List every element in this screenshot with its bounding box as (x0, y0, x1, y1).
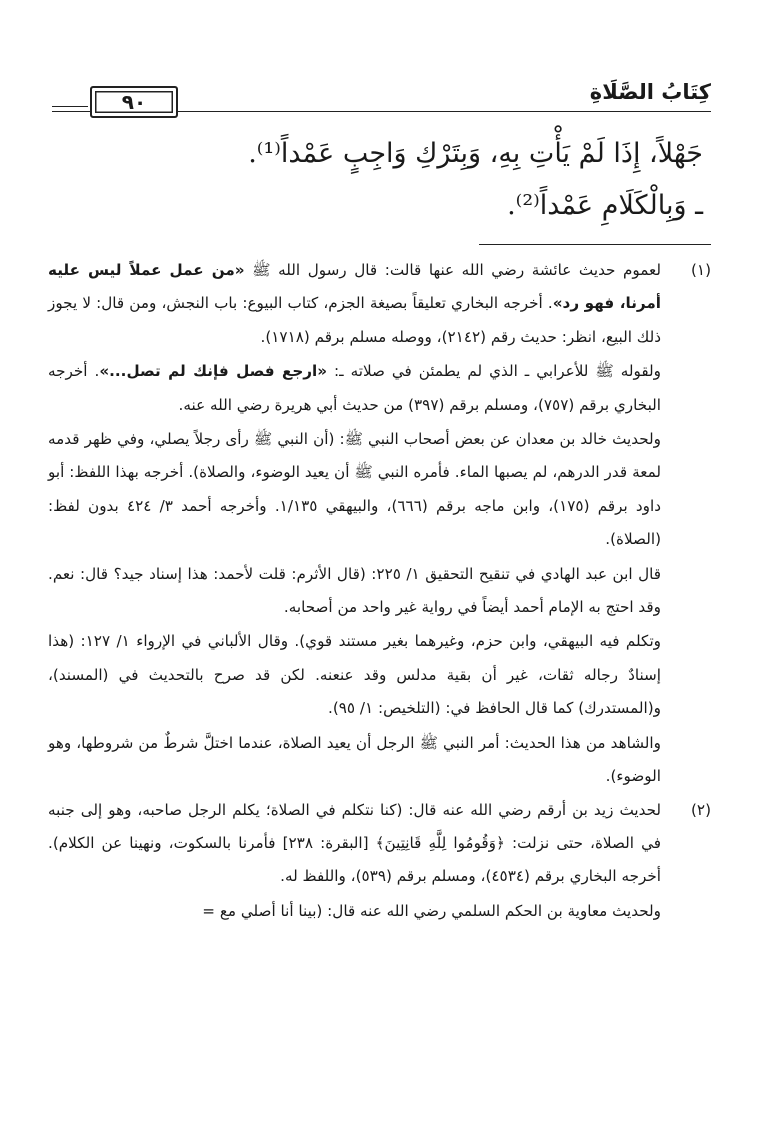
footnote-text: والشاهد من هذا الحديث: أمر النبي ﷺ الرجل أن يعيد الصلاة، عندما اختلَّ شرطٌ من شروطها، وهو الوضوء). (48, 733, 661, 786)
footnote-text: ولحديث خالد بن معدان عن بعض أصحاب النبي ﷺ: (أن النبي ﷺ رأى رجلاً يصلي، وفي ظهر قدمه لمعة قدر الدرهم، لم يصبها الماء. فأمره النبي ﷺ أن يعيد الوضوء، والصلاة). أخرجه بهذا اللفظ: أبو داود برقم (١٧٥)، وابن ماجه برقم (٦٦٦)، والبيهقي ١/١٣٥. وأخرجه أحمد ٣/ ٤٢٤ بدون لفظ: (الصلاة). (48, 430, 661, 549)
footnote-number: (١) (690, 261, 711, 279)
footnote (48, 254, 711, 794)
main-text (60, 128, 703, 232)
footnote-text: لحديث زيد بن أرقم رضي الله عنه قال: (كنا نتكلم في الصلاة؛ يكلم الرجل صاحبه، وهو إلى جنبه في الصلاة، حتى نزلت: ﴿وَقُومُوا لِلَّهِ قَانِتِينَ﴾ [البقرة: ٢٣٨] فأمرنا بالسكوت، ونهينا عن الكلام). أخرجه البخاري برقم (٤٥٣٤)، ومسلم برقم (٥٣٩)، واللفظ له. (48, 800, 662, 886)
footnote-text: ولقوله ﷺ للأعرابي ـ الذي لم يطمئن في صلاته ـ: (327, 362, 661, 381)
ornament-line (52, 106, 88, 107)
footnote-separator (479, 244, 711, 245)
footnote-number: (٢) (690, 800, 711, 819)
page-number: ٩٠ (121, 90, 147, 114)
page-number-frame (90, 86, 178, 118)
footnote-paragraph (48, 726, 661, 794)
running-title: كِتَابُ الصَّلَاةِ (589, 80, 711, 104)
footnote (48, 794, 711, 929)
footnote-paragraph (48, 422, 661, 557)
footnote-text: لعموم حديث عائشة رضي الله عنها قالت: قال رسول الله ﷺ (244, 261, 661, 279)
footnote-text: قال ابن عبد الهادي في تنقيح التحقيق ١/ ٢٢٥: (قال الأثرم: قلت لأحمد: هذا إسناد جيد؟ قال: نعم. وقد احتج به الإمام أحمد أيضاً في رواية غير واحد من أصحابه. (48, 564, 661, 617)
footnote-paragraph (48, 794, 661, 894)
footnote-text: وتكلم فيه البيهقي، وابن حزم، وغيرهما بغير مستند قوي). وقال الألباني في الإرواء ١/ ١٢٧: (هذا إسنادٌ رجاله ثقات، غير أن بقية مدلس وقد عنعنه. لكن قد صرح بالتحديث في (المسند)، و(المستدرك) كما قال الحافظ في: (التلخيص: ١/ ٩٥). (48, 632, 662, 718)
footnote-paragraph (48, 894, 661, 928)
footnote-paragraph (48, 254, 661, 354)
footnote-paragraph (48, 557, 661, 625)
main-text-line: ـ وَبِالْكَلَامِ عَمْداً⁽²⁾. (507, 190, 703, 221)
footnote-paragraph (48, 624, 661, 725)
footnotes (48, 254, 711, 928)
main-text-line: جَهْلاً، إِذَا لَمْ يَأْتِ بِهِ، وَبِتَرْكِ وَاجِبٍ عَمْداً⁽¹⁾. (248, 138, 703, 169)
page-header (52, 78, 711, 118)
footnote-paragraph (48, 354, 661, 422)
footnote-text: . أخرجه البخاري تعليقاً بصيغة الجزم، كتاب البيوع: باب النجش، ومن قال: لا يجوز ذلك البيع، انظر: حديث رقم (٢١٤٢)، ووصله مسلم برقم (١٧١٨). (48, 294, 661, 346)
hadith-quote: «ارجع فصل فإنك لم تصل...» (99, 362, 328, 381)
footnote-text: ولحديث معاوية بن الحكم السلمي رضي الله عنه قال: (بينا أنا أصلي مع = (202, 901, 661, 920)
footnote-text: . أخرجه البخاري برقم (٧٥٧)، ومسلم برقم (٣٩٧) من حديث أبي هريرة رضي الله عنه. (48, 362, 661, 414)
ornament-line (52, 111, 88, 112)
hadith-quote: «من عمل عملاً ليس عليه أمرنا، فهو رد» (48, 261, 661, 313)
